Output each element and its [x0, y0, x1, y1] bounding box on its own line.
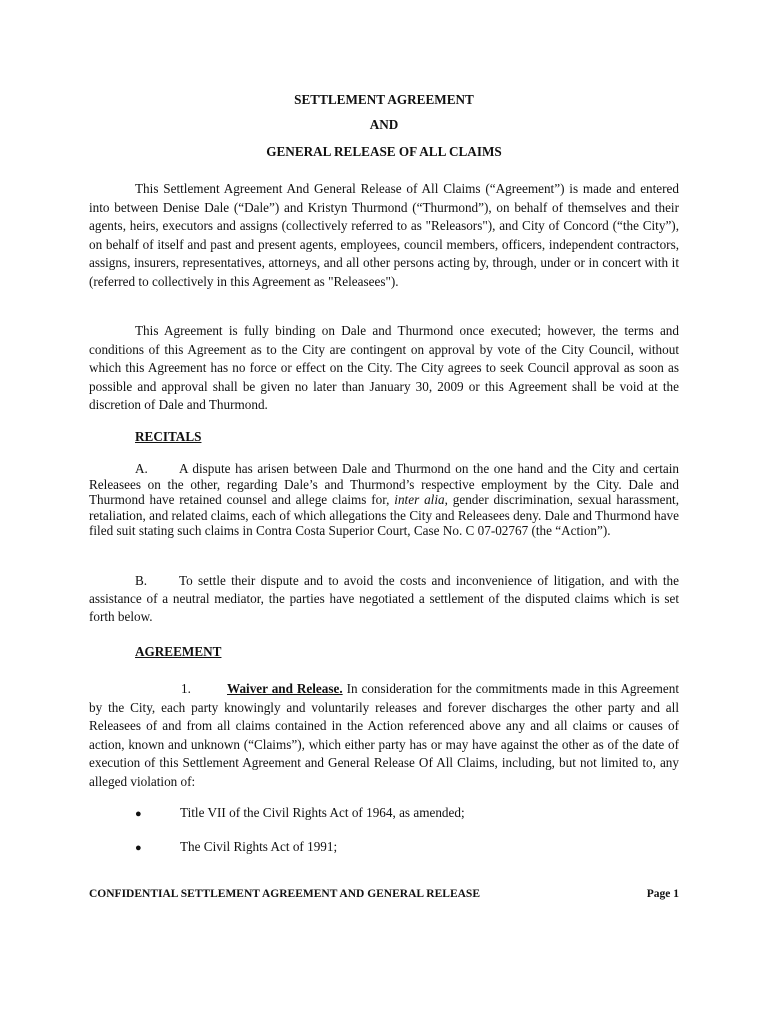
document-page [89, 0, 679, 1024]
recital-b-label: B. [135, 573, 148, 588]
recital-a-text-end: , gender discrimination, sexual harassment, retaliation, and related claims, each of which allegations the City and Releasees deny. Dale and Thurmond have filed suit stating such claims in Contra Costa Superior Court, Case No. C 07-02767 (the “Action”). [89, 492, 679, 539]
document-title: SETTLEMENT AGREEMENT [294, 92, 474, 107]
list-item-text: The Civil Rights Act of 1991; [180, 839, 338, 854]
agreement-heading: AGREEMENT [135, 644, 222, 659]
section-1-paragraph [89, 680, 679, 792]
recital-a [89, 461, 679, 539]
section-1-heading: Waiver and Release. [227, 681, 343, 696]
recital-a-italic: inter alia [394, 492, 445, 508]
page-footer [89, 888, 679, 900]
intro-paragraph: This Settlement Agreement And General Release of All Claims (“Agreement”) is made and entered into between Denise Dale (“Dale”) and Kristyn Thurmond (“Thurmond”), on behalf of themselves and their agents, heirs, executors and assigns (collectively referred to as "Releasors"), and City of Concord (“the City”), on behalf of itself and past and present agents, employees, council members, officers, independent contractors, assigns, insurers, representatives, attorneys, and all other persons acting by, through, under or in concert with it (referred to collectively in this Agreement as "Releasees"). [89, 181, 679, 289]
recital-a-text-start: A dispute has arisen between Dale and Thurmond on the one hand and the City and certain Releasees on the other, regarding Dale’s and Thurmond’s respective employment by the City. Dale and Thurmond have retained counsel and allege claims for, [89, 461, 679, 508]
recital-b [89, 572, 679, 626]
footer-title: CONFIDENTIAL SETTLEMENT AGREEMENT AND GENERAL RELEASE [89, 888, 480, 900]
page-number: Page 1 [646, 888, 679, 900]
document-title-and: AND [369, 117, 399, 132]
document-subtitle: GENERAL RELEASE OF ALL CLAIMS [266, 144, 502, 159]
list-item [135, 804, 679, 823]
section-1-number: 1. [181, 681, 191, 696]
list-item-text: Title VII of the Civil Rights Act of 1964, as amended; [180, 805, 465, 820]
binding-paragraph: This Agreement is fully binding on Dale and Thurmond once executed; however, the terms and conditions of this Agreement as to the City are contingent on approval by vote of the City Council, without which this Agreement has no force or effect on the City. The City agrees to seek Council approval as soon as possible and approval shall be given no later than January 30, 2009 or this Agreement shall be void at the discretion of Dale and Thurmond. [89, 323, 679, 413]
recital-b-text: To settle their dispute and to avoid the costs and inconvenience of litigation, and with the assistance of a neutral mediator, the parties have negotiated a settlement of the disputed claims which is set forth below. [89, 573, 679, 624]
bullet-icon: ● [135, 842, 142, 854]
recitals-heading: RECITALS [135, 429, 202, 444]
recital-a-label: A. [135, 461, 148, 476]
bullet-icon: ● [135, 808, 142, 820]
section-1-text: In consideration for the commitments made in this Agreement by the City, each party knowingly and voluntarily releases and forever discharges the other party and all Releasees of and from all claims contained in the Action referenced above any and all claims or causes of action, known and unknown (“Claims”), which either party has or may have against the other as of the date of execution of this Settlement Agreement and General Release Of All Claims, including, but not limited to, any alleged violation of: [89, 681, 679, 789]
list-item [135, 838, 679, 857]
